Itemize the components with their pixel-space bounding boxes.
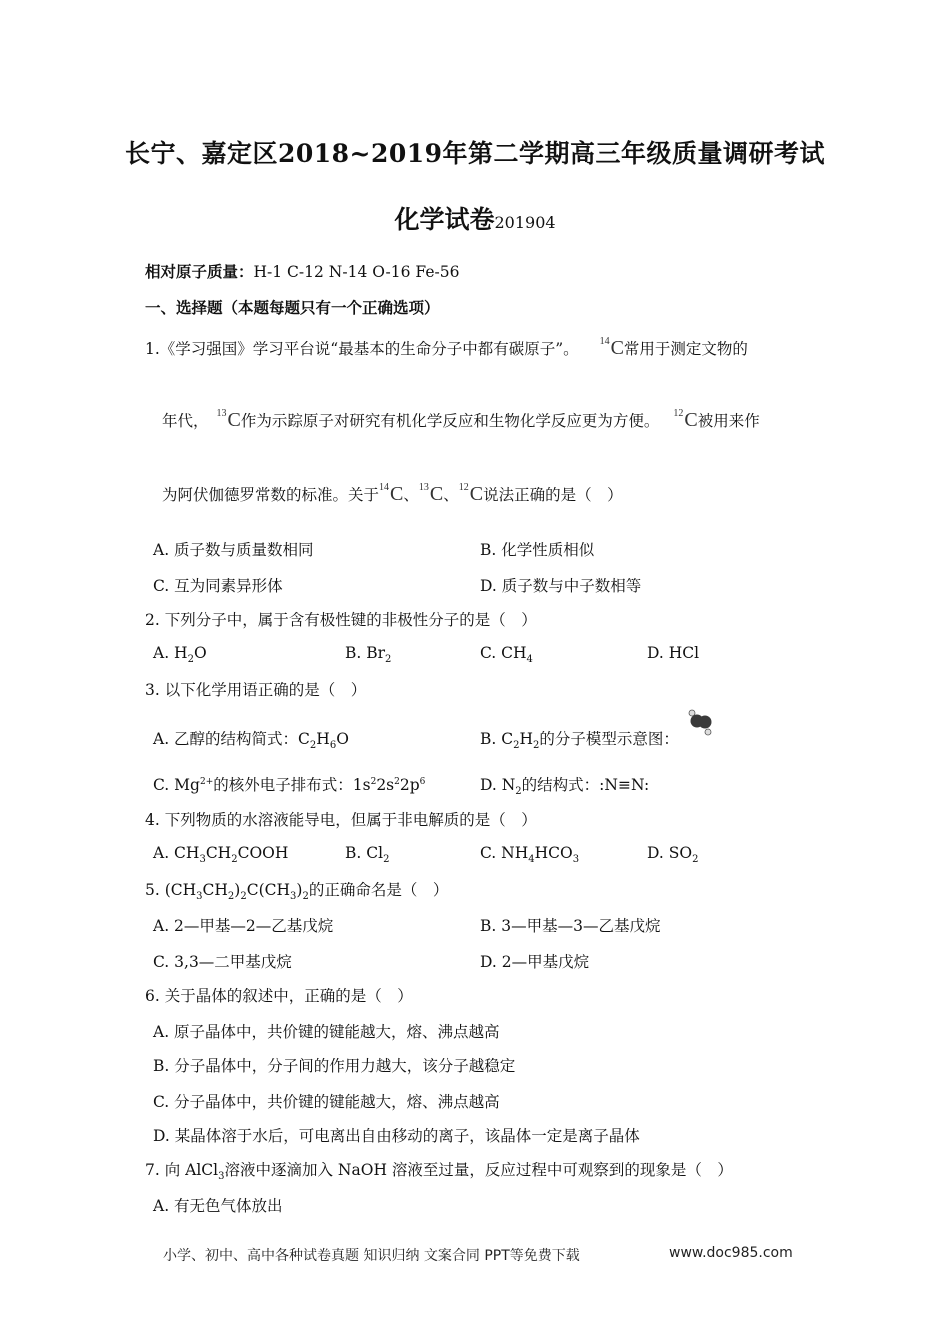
question-6: 6. 关于晶体的叙述中，正确的是（ ） [145,987,413,1005]
q1-text: 说法正确的是（ ） [483,486,623,504]
q2-option-d: D. HCl [647,644,700,662]
footer-link[interactable]: www.doc985.com [669,1245,793,1261]
q4-option-b: B. $Cl_2$ [345,844,390,866]
question-1-line-2 [162,408,760,432]
isotope-c14: $^{14}$C [379,482,404,505]
atomic-mass-line [145,260,459,282]
question-2: 2. 下列分子中，属于含有极性键的非极性分子的是（ ） [145,611,537,629]
question-1-line-3: 为阿伏伽德罗常数的标准。关于$^{14}$C、$^{13}$C、$^{12}$C说法正确的是（ ） [162,482,623,505]
q1-text: 1.《学习强国》学习平台说“最基本的生命分子中都有碳原子”。 [145,340,579,358]
q5-option-c: C. 3,3—二甲基戊烷 [153,953,292,971]
footer-text: 小学、初中、高中各种试卷真题 知识归纳 文案合同 PPT等免费下载 [163,1248,580,1264]
subject-title: 化学试卷 [394,205,495,234]
q6-option-d: D. 某晶体溶于水后，可电离出自由移动的离子，该晶体一定是离子晶体 [153,1127,640,1145]
isotope-c13: $^{13}$C [418,482,444,505]
exam-date: 201904 [494,213,556,232]
q2-option-c: C. $CH_4$ [480,644,533,666]
q1-text: 常用于测定文物的 [623,340,748,358]
question-1-line-1 [145,336,748,360]
q6-option-b: B. 分子晶体中，分子间的作用力越大，该分子越稳定 [153,1057,516,1075]
exam-title: 长宁、嘉定区2018~2019年第二学期高三年级质量调研考试 [124,139,826,168]
q1-text: 作为示踪原子对研究有机化学反应和生物化学反应更为方便。 [240,412,660,430]
q2-option-a: A. $H_2O$ [153,644,207,666]
q1-text: 被用来作 [697,412,760,430]
q1-option-c: C. 互为同素异形体 [153,577,283,595]
isotope-c14: $^{14}$C [599,336,624,359]
isotope-c13: $^{13}$C [216,408,241,431]
q4-option-c: C. $NH_4HCO_3$ [480,844,580,866]
q6-option-c: C. 分子晶体中，共价键的键能越大，熔、沸点越高 [153,1093,500,1111]
atomic-mass-label: 相对原子质量： [145,262,254,281]
q4-option-a: A. $CH_3CH_2COOH$ [153,844,289,866]
q1-option-b: B. 化学性质相似 [480,541,595,559]
question-7: 7. 向 AlCl$_3$溶液中逐滴加入 NaOH 溶液至过量，反应过程中可观察到的现象是（ ） [145,1161,733,1183]
q5-option-d: D. 2—甲基戊烷 [480,953,590,971]
acetylene-model-icon [686,709,716,737]
q6-option-a: A. 原子晶体中，共价键的键能越大，熔、沸点越高 [153,1023,500,1041]
q3-option-d: D. $N_2$的结构式：:N≡N: [480,776,650,798]
q3-option-c: C. $Mg^{2+}$的核外电子排布式：$1s^22s^22p^6$ [153,776,426,794]
q3-option-b: B. $C_2H_2$的分子模型示意图： [480,730,679,752]
q7-option-a: A. 有无色气体放出 [153,1197,283,1215]
q2-option-b: B. $Br_2$ [345,644,392,666]
question-3: 3. 以下化学用语正确的是（ ） [145,681,367,699]
atomic-mass-values: H-1 C-12 N-14 O-16 Fe-56 [253,263,460,281]
q1-text: 为阿伏伽德罗常数的标准。关于 [162,486,380,504]
q4-option-d: D. $SO_2$ [647,844,699,866]
isotope-c12: $^{12}$C [458,482,484,505]
question-5: 5. $(CH_3CH_2)_2C(CH_3)_2$的正确命名是（ ） [145,881,449,903]
q5-option-a: A. 2—甲基—2—乙基戊烷 [153,917,334,935]
exam-subtitle [0,200,950,236]
q1-text: 年代， [162,412,209,430]
question-4: 4. 下列物质的水溶液能导电，但属于非电解质的是（ ） [145,811,537,829]
q1-option-a: A. 质子数与质量数相同 [153,541,314,559]
q1-option-d: D. 质子数与中子数相等 [480,577,642,595]
section-heading: 一、选择题（本题每题只有一个正确选项） [145,298,440,317]
isotope-c12: $^{12}$C [673,408,698,431]
q3-option-a: A. 乙醇的结构简式：$C_2H_6O$ [153,730,349,752]
q5-option-b: B. 3—甲基—3—乙基戊烷 [480,917,661,935]
